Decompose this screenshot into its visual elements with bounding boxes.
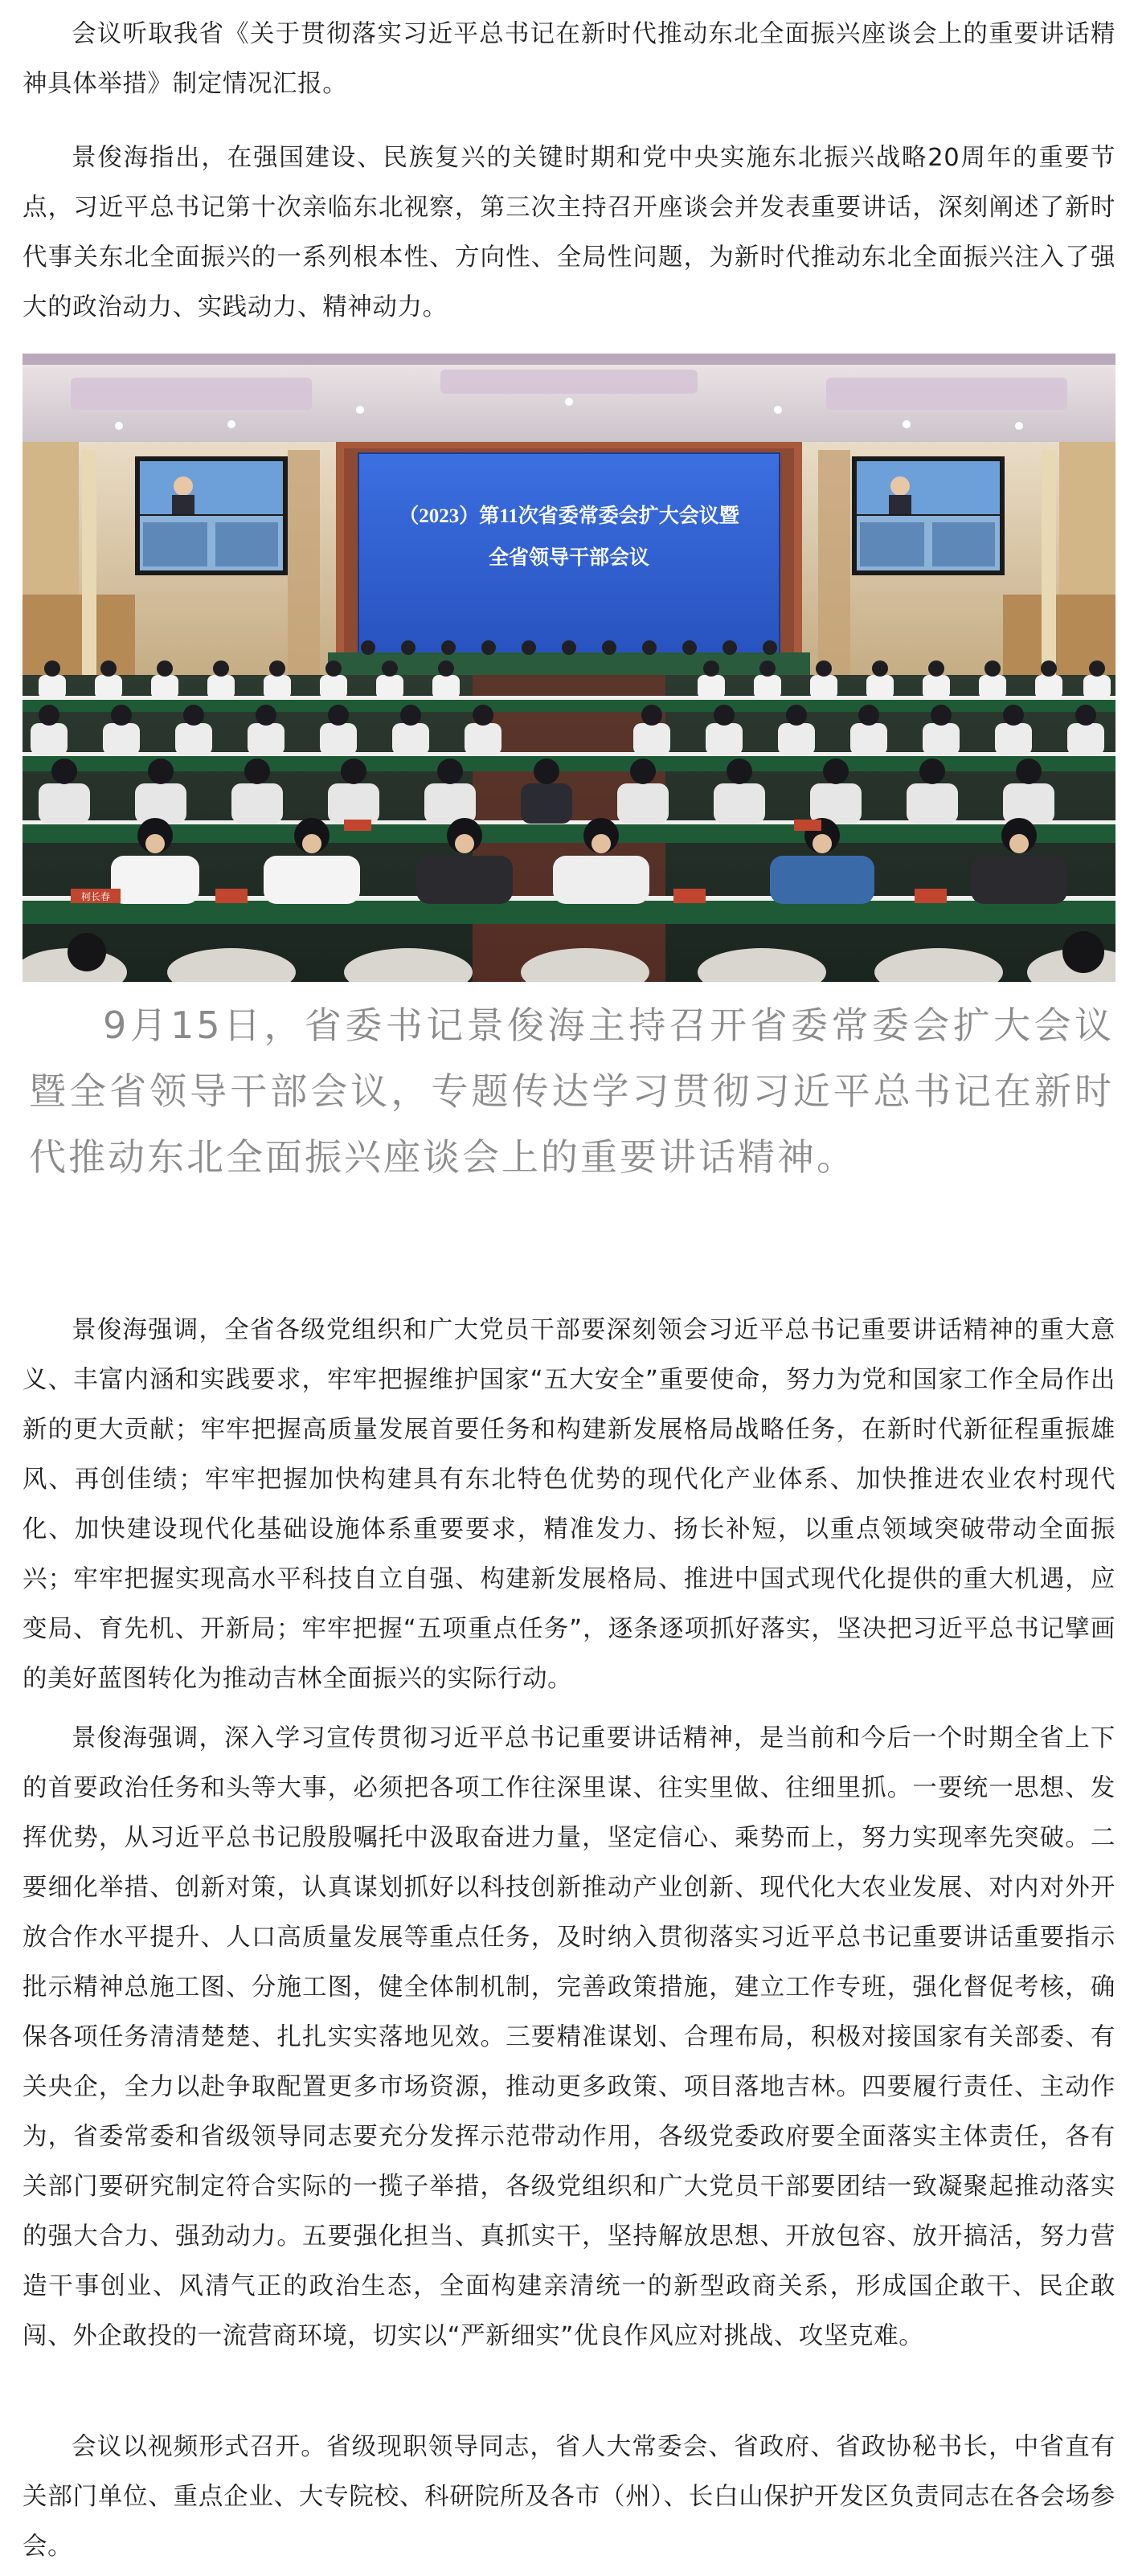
meeting-photo (23, 354, 1115, 982)
paragraph-intro: 会议听取我省《关于贯彻落实习近平总书记在新时代推动东北全面振兴座谈会上的重要讲话精神具体举措》制定情况汇报。 (23, 20, 1115, 98)
screen-title-line1: （2023）第11次省委常委会扩大会议暨 (399, 505, 739, 527)
paragraph-jing-emphasized-1: 景俊海强调，全省各级党组织和广大党员干部要深刻领会习近平总书记重要讲话精神的重大意义、丰富内涵和实践要求，牢牢把握维护国家“五大安全”重要使命，努力为党和国家工作全局作出新的更大贡献；牢牢把握高质量发展首要任务和构建新发展格局战略任务，在新时代新征程重振雄风、再创佳绩；牢牢把握加快构建具有东北特色优势的现代化产业体系、加快推进农业农村现代化、加快建设现代化基础设施体系重要要求，精准发力、扬长补短，以重点领域突破带动全面振兴；牢牢把握实现高水平科技自立自强、构建新发展格局、推进中国式现代化提供的重大机遇，应变局、育先机、开新局；牢牢把握“五项重点任务”，逐条逐项抓好落实，坚决把习近平总书记擘画的美好蓝图转化为推动吉林全面振兴的实际行动。 (23, 1316, 1115, 1693)
paragraph-meeting-format: 会议以视频形式召开。省级现职领导同志，省人大常委会、省政府、省政协秘书长，中省直有关部门单位、重点企业、大专院校、科研院所及各市（州）、长白山保护开发区负责同志在各会场参会。 (23, 2433, 1115, 2561)
nameplate-label: 柯长春 (80, 891, 111, 902)
side-monitor-right (852, 456, 1005, 575)
paragraph-jing-emphasized-2: 景俊海强调，深入学习宣传贯彻习近平总书记重要讲话精神，是当前和今后一个时期全省上下的首要政治任务和头等大事，必须把各项工作往深里谋、往实里做、往细里抓。一要统一思想、发挥优势，从习近平总书记殷殷嘱托中汲取奋进力量，坚定信心、乘势而上，努力实现率先突破。二要细化举措、创新对策，认真谋划抓好以科技创新推动产业创新、现代化大农业发展、对内对外开放合作水平提升、人口高质量发展等重点任务，及时纳入贯彻落实习近平总书记重要讲话重要指示批示精神总施工图、分施工图，健全体制机制，完善政策措施，建立工作专班，强化督促考核，确保各项任务清清楚楚、扎扎实实落地见效。三要精准谋划、合理布局，积极对接国家有关部委、有关央企，全力以赴争取配置更多市场资源，推动更多政策、项目落地吉林。四要履行责任、主动作为，省委常委和省级领导同志要充分发挥示范带动作用，各级党委政府要全面落实主体责任，各有关部门要研究制定符合实际的一揽子举措，各级党组织和广大党员干部要团结一致凝聚起推动落实的强大合力、强劲动力。五要强化担当、真抓实干，坚持解放思想、开放包容、放开搞活，努力营造干事创业、风清气正的政治生态，全面构建亲清统一的新型政商关系，形成国企敢干、民企敢闯、外企敢投的一流营商环境，切实以“严新细实”优良作风应对挑战、攻坚克难。 (23, 1724, 1115, 2350)
paragraph-jing-pointed-out: 景俊海指出，在强国建设、民族复兴的关键时期和党中央实施东北振兴战略20周年的重要节点，习近平总书记第十次亲临东北视察，第三次主持召开座谈会并发表重要讲话，深刻阐述了新时代事关东北全面振兴的一系列根本性、方向性、全局性问题，为新时代推动东北全面振兴注入了强大的政治动力、实践动力、精神动力。 (23, 144, 1115, 321)
screen-title-line2: 全省领导干部会议 (488, 547, 650, 569)
photo-caption: 9月15日，省委书记景俊海主持召开省委常委会扩大会议暨全省领导干部会议，专题传达学习贯彻习近平总书记在新时代推动东北全面振兴座谈会上的重要讲话精神。 (29, 1004, 1114, 1179)
side-monitor-left (135, 456, 288, 575)
